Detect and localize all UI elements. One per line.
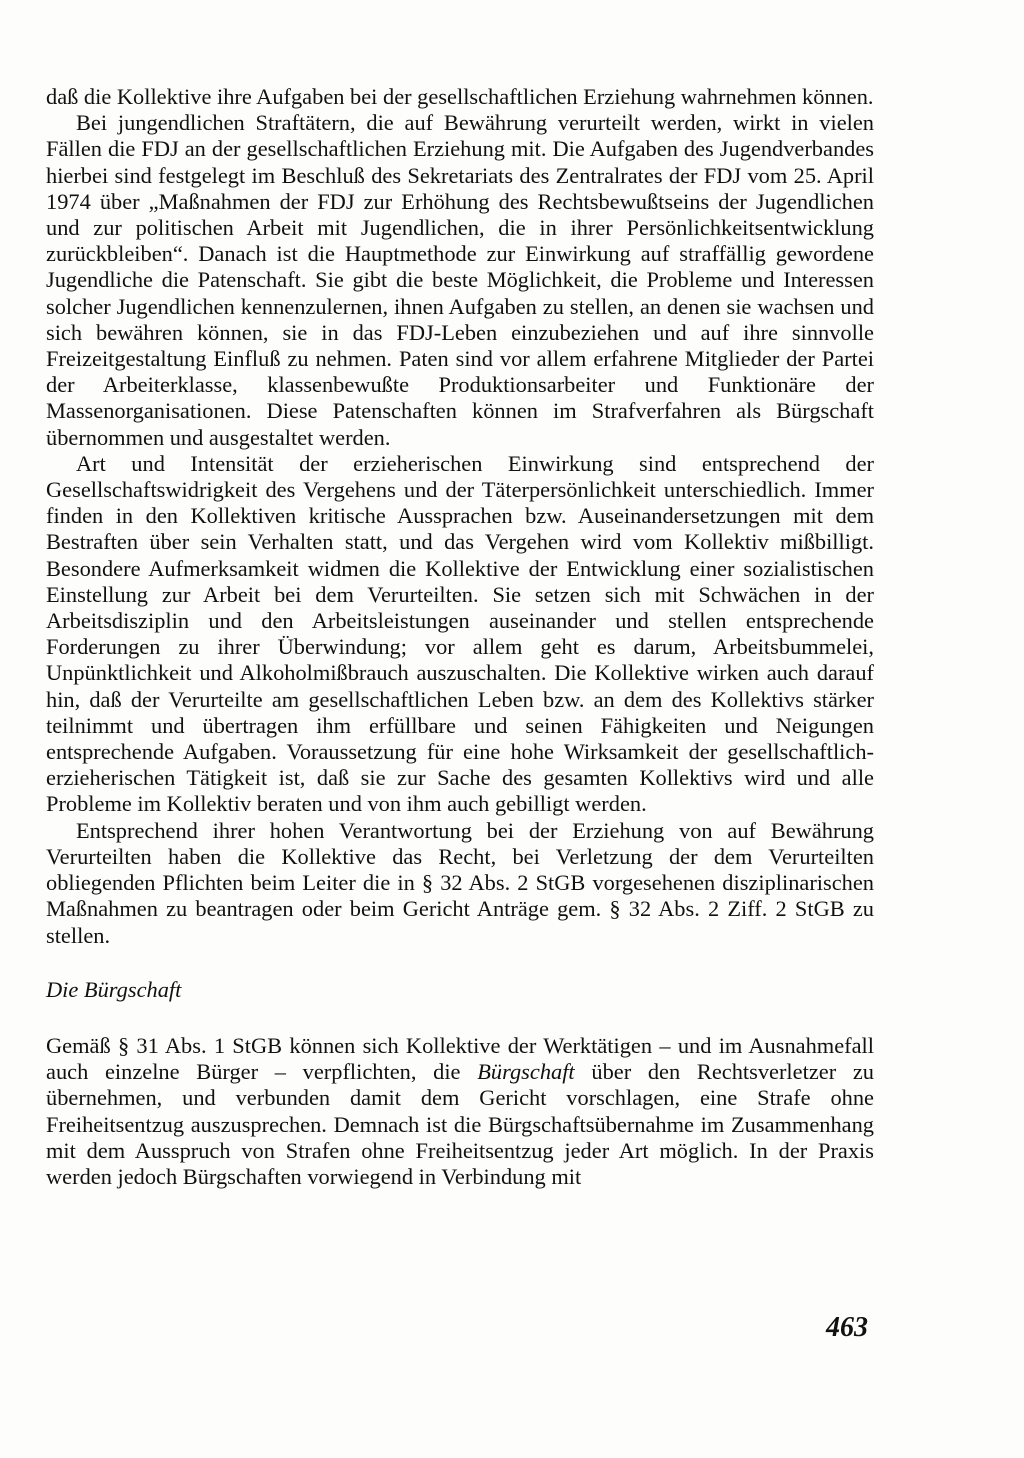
paragraph-buergschaft-emphasis: Bürgschaft — [477, 1059, 575, 1085]
paragraph-erzieherische-einwirkung: Art und Intensität der erzieherischen Einwirkung sind entsprechend der Gesellschaftswidrigkeit des Vergehens und der Täterpersönlichkeit unterschiedlich. Immer finden in den Kollektiven kritische Aussprachen bzw. Auseinandersetzungen mit dem Bestraften über sein Verhalten statt, und das Vergehen wird vom Kollektiv mißbilligt. Besondere Aufmerksamkeit widmen die Kollektive der Entwicklung einer sozialistischen Einstellung zur Arbeit bei dem Verurteilten. Sie setzen sich mit Schwächen in der Arbeitsdisziplin und den Arbeitsleistungen auseinander und stellen entsprechende Forderungen zu ihrer Überwindung; vor allem geht es darum, Arbeitsbummelei, Unpünktlichkeit und Alkoholmißbrauch auszuschalten. Die Kollektive wirken auch darauf hin, daß der Verurteilte am gesellschaftlichen Leben bzw. an dem des Kollektivs stärker teilnimmt und übertragen ihm erfüllbare und seinen Fähigkeiten und Neigungen entsprechende Aufgaben. Voraussetzung für eine hohe Wirksamkeit der gesellschaftlich-erzieherischen Tätigkeit ist, daß sie zur Sache des gesamten Kollektivs wird und alle Probleme im Kollektiv beraten und von ihm auch gebilligt werden. — [46, 450, 874, 817]
paragraph-buergschaft-start: Gemäß § 31 Abs. 1 StGB können sich Kollektive der Werktätigen – und im Ausnahmefall auch einzelne Bürger – verpflichten, die — [46, 1032, 874, 1085]
body-text — [46, 84, 874, 1190]
paragraph-continuation: daß die Kollektive ihre Aufgaben bei der gesellschaftlichen Erziehung wahrnehmen können. — [46, 84, 874, 109]
section-heading: Die Bürgschaft — [46, 976, 182, 1002]
paragraph-fdj-patenschaft: Bei jungendlichen Straftätern, die auf Bewährung verurteilt werden, wirkt in vielen Fällen die FDJ an der gesellschaftlichen Erziehung mit. Die Aufgaben des Jugendverbandes hierbei sind festgelegt im Beschluß des Sekretariats des Zentralrates der FDJ vom 25. April 1974 über „Maßnahmen der FDJ zur Erhöhung des Rechtsbewußtseins der Jugendlichen und zur politischen Arbeit mit Jugendlichen, die in ihrer Persönlichkeitsentwicklung zurückbleiben“. Danach ist die Hauptmethode zur Einwirkung auf straffällig gewordene Jugendliche die Patenschaft. Sie gibt die beste Möglichkeit, die Probleme und Interessen solcher Jugendlichen kennenzulernen, ihnen Aufgaben zu stellen, an denen sie wachsen und sich bewähren können, sie in das FDJ-Leben einzubeziehen und auf ihre sinnvolle Freizeitgestaltung Einfluß zu nehmen. Paten sind vor allem erfahrene Mitglieder der Partei der Arbeiterklasse, klassenbewußte Produktionsarbeiter und Funktionäre der Massenorganisationen. Diese Patenschaften können im Strafverfahren als Bürgschaft übernommen und ausgestaltet werden. — [46, 110, 874, 450]
paragraph-buergschaft — [46, 1033, 874, 1190]
page-number: 463 — [826, 1312, 868, 1343]
paragraph-buergschaft-end: über den Rechtsverletzer zu übernehmen, und verbunden damit dem Gericht vorschlagen, eine Strafe ohne Freiheitsentzug auszusprechen. Demnach ist die Bürgschaftsübernahme im Zusammenhang mit dem Ausspruch von Strafen ohne Freiheitsentzug jeder Art möglich. In der Praxis werden jedoch Bürgschaften vorwiegend in Verbindung mit — [46, 1059, 874, 1189]
paragraph-verantwortung: Entsprechend ihrer hohen Verantwortung bei der Erziehung von auf Bewährung Verurteilten haben die Kollektive das Recht, bei Verletzung der dem Verurteilten obliegenden Pflichten beim Leiter die in § 32 Abs. 2 StGB vorgesehenen disziplinarischen Maßnahmen zu beantragen oder beim Gericht Anträge gem. § 32 Abs. 2 Ziff. 2 StGB zu stellen. — [46, 817, 874, 948]
